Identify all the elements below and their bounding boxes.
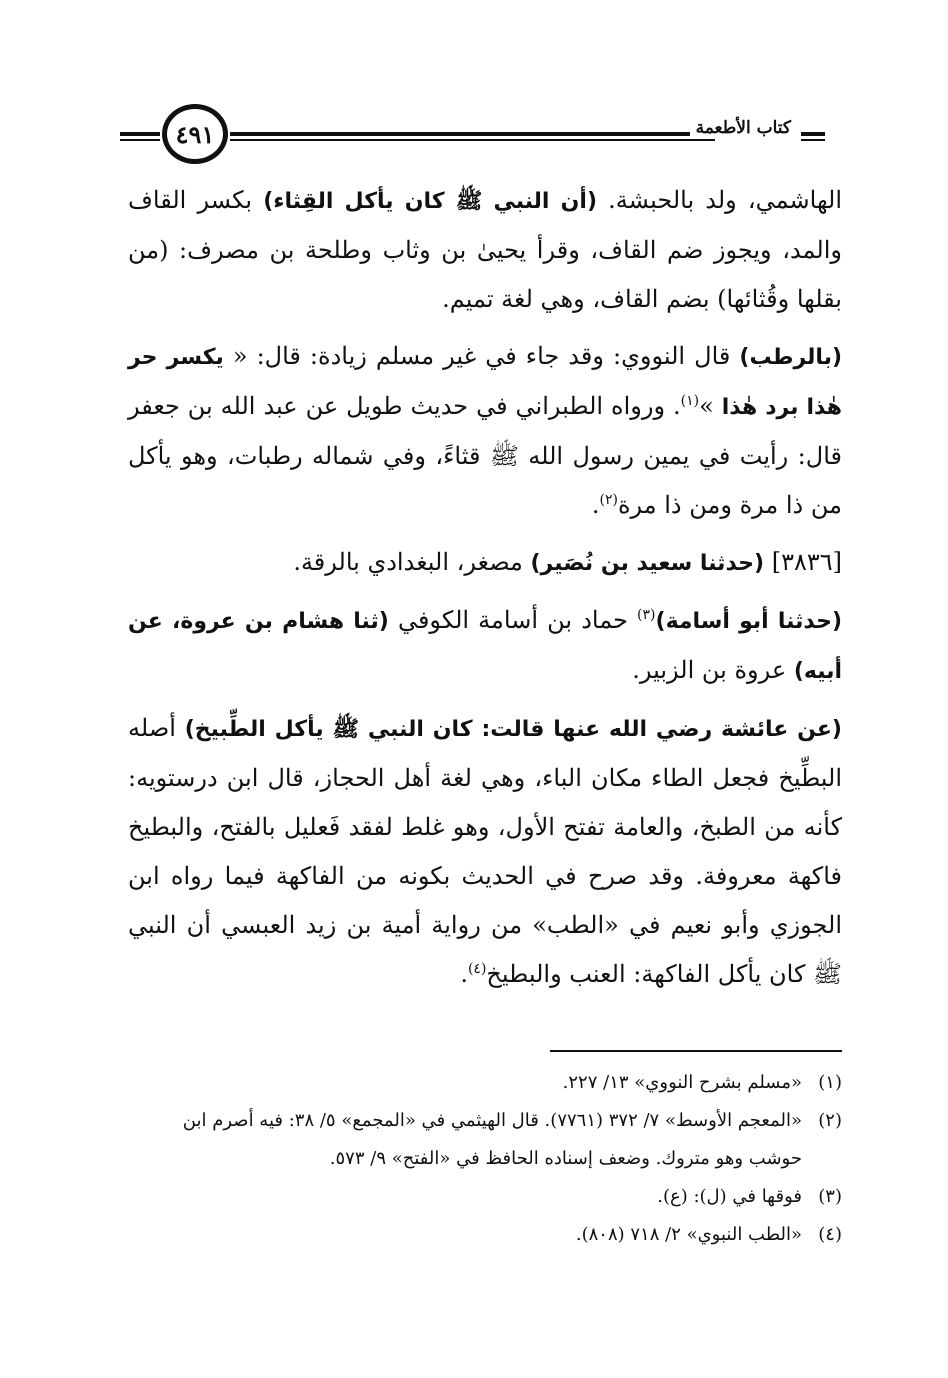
quoted-text: (عن عائشة رضي الله عنها قالت: كان النبي ﷺ يأكل الطِّبيخ) [184, 717, 842, 742]
paragraph [128, 332, 842, 530]
quoted-text: (ثنا هشام بن عروة، عن أبيه) [128, 609, 842, 684]
page-header [120, 98, 825, 176]
footnote-number: (٤) [818, 1224, 842, 1245]
quoted-text: يكسر حر هٰذا برد هٰذا [128, 345, 843, 420]
header-rule [230, 132, 715, 136]
quoted-text: (حدثنا أبو أسامة) [655, 609, 842, 634]
paragraph [128, 538, 842, 588]
footnote-text: فوقها في (ل): (ع). [657, 1186, 802, 1207]
footnote-text: «مسلم بشرح النووي» ١٣/ ٢٢٧. [562, 1072, 802, 1093]
footnote-ref: (١) [680, 393, 700, 409]
main-text [128, 176, 842, 1007]
footnote [128, 1064, 842, 1102]
footnote [128, 1178, 842, 1216]
text: مصغر، البغدادي بالرقة. [293, 548, 531, 576]
footnote-number: (٣) [818, 1186, 842, 1207]
text: عروة بن الزبير. [632, 656, 794, 684]
footnote-ref: (٤) [467, 961, 487, 977]
header-rule [801, 132, 825, 136]
text: » [699, 392, 722, 420]
footnotes [128, 1064, 842, 1254]
book-title: كتاب الأطعمة [690, 118, 797, 138]
text: قال النووي: وقد جاء في غير مسلم زيادة: قال: « [223, 342, 740, 370]
footnote-divider [550, 1050, 842, 1052]
text: . [460, 960, 468, 988]
text: أصله البطِّيخ فجعل الطاء مكان الباء، وهي لغة أهل الحجاز، قال ابن درستويه: كأنه من الطبخ، والعامة تفتح الأول، وهو غلط لفقد فَعليل بالفتح، والبطيخ فاكهة معروفة. وقد صرح في الحديث بكونه من الفاكهة فيما رواه ابن الجوزي وأبو نعيم في «الطب» من رواية أمية بن زيد العبسي أن النبي ﷺ كان يأكل الفاكهة: العنب والبطيخ [128, 714, 842, 988]
footnote [128, 1216, 842, 1254]
footnote-number: (٢) [818, 1110, 842, 1131]
header-rule [801, 139, 825, 141]
hadith-number: [٣٨٣٦] [764, 548, 842, 576]
header-rule [230, 139, 715, 141]
footnote-ref: (٣) [637, 607, 656, 623]
footnote-ref: (٢) [599, 492, 618, 508]
paragraph [128, 176, 842, 324]
text: . [591, 491, 600, 519]
header-rule [120, 132, 160, 136]
text: بكسر القاف والمد، ويجوز ضم القاف، وقرأ يحيىٰ بن وثاب وطلحة بن مصرف: (من بقلها وقُثائها) بضم القاف، وهي لغة تميم. [128, 186, 842, 313]
paragraph [128, 596, 842, 696]
text: حماد بن أسامة الكوفي [388, 606, 638, 634]
text: . ورواه الطبراني في حديث طويل عن عبد الله بن جعفر قال: رأيت في يمين رسول الله ﷺ قثاءً، وفي شماله رطبات، وهو يأكل من ذا مرة ومن ذا مرة [128, 392, 842, 519]
footnote [128, 1102, 842, 1178]
footnote-number: (١) [818, 1072, 842, 1093]
footnote-text: «المعجم الأوسط» ٧/ ٣٧٢ (٧٧٦١). قال الهيثمي في «المجمع» ٥/ ٣٨: فيه أصرم ابن حوشب وهو متروك. وضعف إسناده الحافظ في «الفتح» ٩/ ٥٧٣. [182, 1110, 802, 1169]
paragraph [128, 704, 842, 999]
footnote-text: «الطب النبوي» ٢/ ٧١٨ (٨٠٨). [575, 1224, 802, 1245]
page-number: ٤٩١ [162, 104, 228, 164]
quoted-text: (حدثنا سعيد بن نُصَير) [530, 551, 765, 576]
quoted-text: (بالرطب) [739, 345, 843, 370]
quoted-text: (أن النبي ﷺ كان يأكل القِثاء) [263, 189, 598, 214]
header-rule [120, 139, 160, 141]
text: الهاشمي، ولد بالحبشة. [597, 186, 843, 214]
